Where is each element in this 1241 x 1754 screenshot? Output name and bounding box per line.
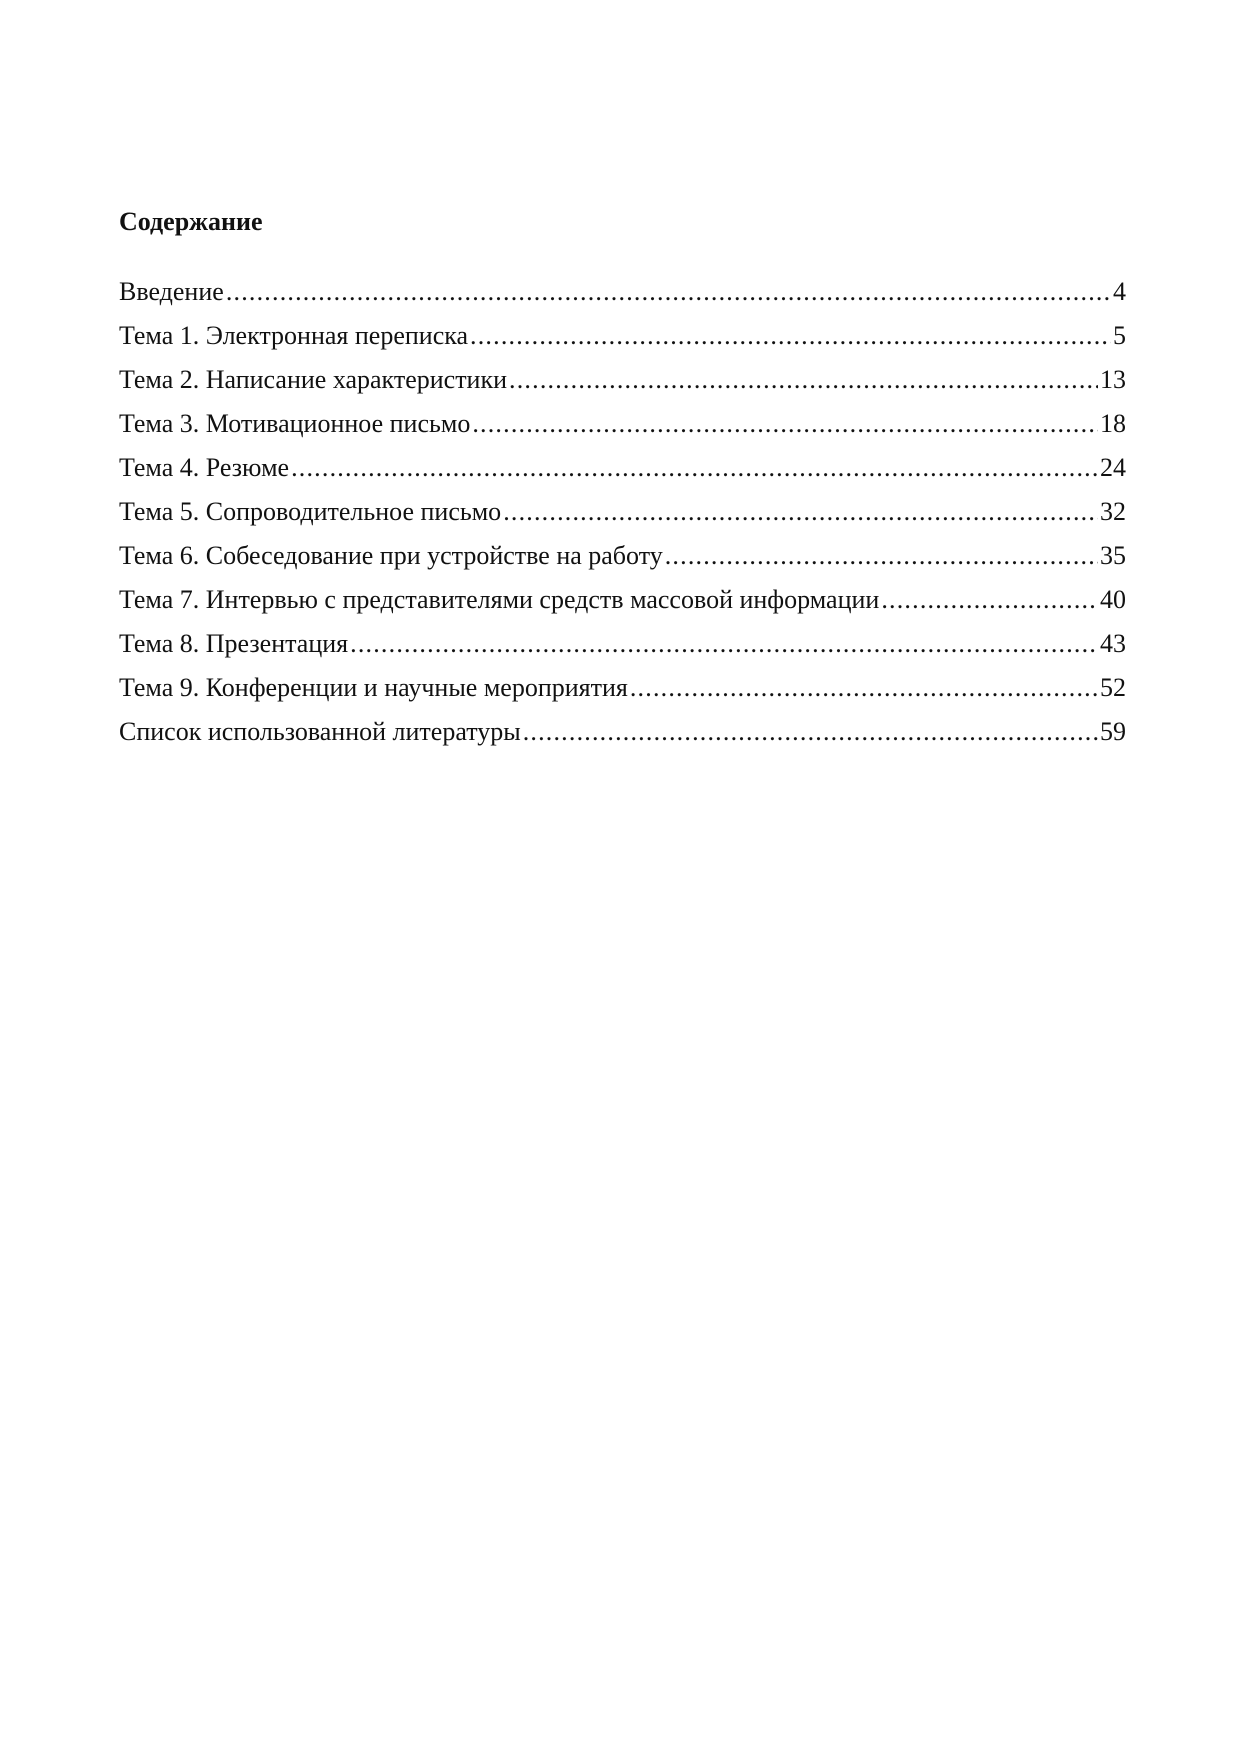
toc-entry-text: Тема 6. Собеседование при устройстве на работу	[119, 541, 663, 570]
toc-entry-topic-4[interactable]	[119, 450, 1126, 494]
toc-entry-page: 32	[1100, 497, 1126, 526]
dot-leader	[470, 318, 1111, 354]
dot-leader	[630, 670, 1098, 706]
toc-entry-topic-2[interactable]	[119, 362, 1126, 406]
dot-leader	[881, 582, 1098, 618]
dot-leader	[350, 626, 1098, 662]
dot-leader	[509, 362, 1098, 398]
dot-leader	[291, 450, 1098, 486]
toc-entry-page: 24	[1100, 453, 1126, 482]
toc-entry-page: 52	[1100, 673, 1126, 702]
toc-entry-text: Список использованной литературы	[119, 717, 521, 746]
toc-entry-page: 18	[1100, 409, 1126, 438]
toc-entry-text: Тема 9. Конференции и научные мероприятия	[119, 673, 628, 702]
toc-entry-text: Тема 3. Мотивационное письмо	[119, 409, 471, 438]
toc-entry-page: 43	[1100, 629, 1126, 658]
toc-entry-topic-9[interactable]	[119, 670, 1126, 714]
toc-entry-text: Тема 2. Написание характеристики	[119, 365, 508, 394]
toc-entry-text: Введение	[119, 277, 224, 306]
dot-leader	[472, 406, 1098, 442]
toc-entry-topic-3[interactable]	[119, 406, 1126, 450]
toc-entry-text: Тема 7. Интервью с представителями средств массовой информации	[119, 585, 880, 614]
toc-entry-topic-6[interactable]	[119, 538, 1126, 582]
dot-leader	[523, 714, 1098, 750]
dot-leader	[665, 538, 1098, 574]
toc-entry-topic-1[interactable]	[119, 318, 1126, 362]
dot-leader	[503, 494, 1098, 530]
toc-entry-topic-8[interactable]	[119, 626, 1126, 670]
toc-entry-page: 35	[1100, 541, 1126, 570]
toc-entry-text: Тема 5. Сопроводительное письмо	[119, 497, 502, 526]
toc-entry-topic-5[interactable]	[119, 494, 1126, 538]
toc-entry-page: 59	[1100, 717, 1126, 746]
toc-entry-page: 4	[1113, 277, 1126, 306]
dot-leader	[226, 274, 1111, 310]
toc-entry-text: Тема 4. Резюме	[119, 453, 290, 482]
table-of-contents	[119, 274, 1126, 758]
toc-entry-page: 13	[1100, 365, 1126, 394]
toc-entry-text: Тема 1. Электронная переписка	[119, 321, 469, 350]
toc-entry-page: 40	[1100, 585, 1126, 614]
toc-entry-topic-7[interactable]	[119, 582, 1126, 626]
toc-entry-introduction[interactable]	[119, 274, 1126, 318]
toc-title: Содержание	[119, 207, 263, 236]
toc-entry-references[interactable]	[119, 714, 1126, 758]
toc-entry-page: 5	[1113, 321, 1126, 350]
toc-entry-text: Тема 8. Презентация	[119, 629, 349, 658]
